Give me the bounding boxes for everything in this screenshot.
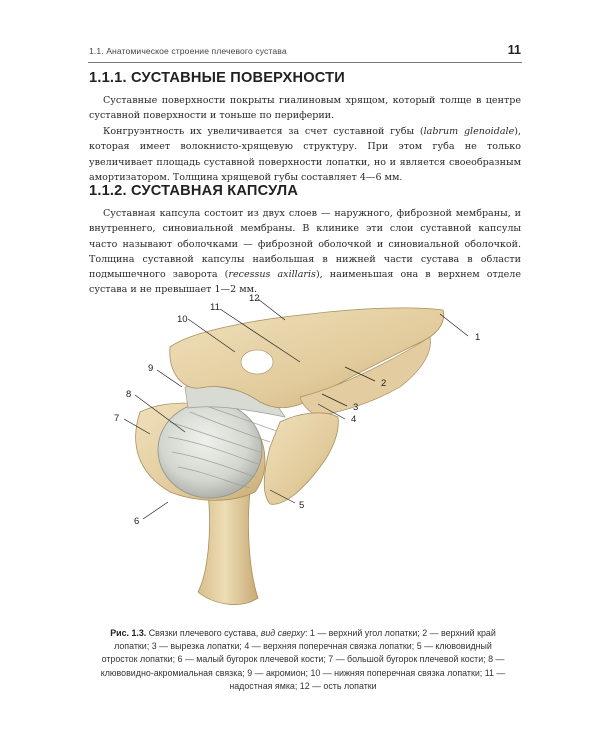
humerus-shaft xyxy=(198,492,258,605)
callout-10: 10 xyxy=(177,314,188,325)
callout-1: 1 xyxy=(475,332,481,343)
page-number: 11 xyxy=(507,43,521,57)
caption-body: : 1 — верхний угол лопатки; 2 — верхний край лопатки; 3 — вырезка лопатки; 4 — верхняя поперечная связка лопатки; 5 — клювовидный отросток лопатки; 6 — малый бугорок плечевой кости; 7 — большой бугорок плечевой кости; 8 — клювовидно-акромиальная связка; 9 — акромион; 10 — нижняя поперечная связка лопатки; 11 — надостная ямка; 12 — ость лопатки xyxy=(100,628,506,691)
callout-2: 2 xyxy=(381,378,387,389)
caption-label: Рис. 1.3. xyxy=(110,628,147,638)
running-head xyxy=(88,44,522,63)
callout-9: 9 xyxy=(148,363,154,374)
recessus-latin-term: recessus axillaris xyxy=(228,269,316,281)
callout-7: 7 xyxy=(114,413,120,424)
running-head-title: 1.1. Анатомическое строение плечевого сустава xyxy=(89,46,287,56)
paragraph-cartilage-text: Суставные поверхности покрыты гиалиновым хрящом, который толще в центре суставной поверхности и тоньше по периферии. xyxy=(89,95,521,122)
coracoid-process xyxy=(264,413,338,504)
callout-5: 5 xyxy=(299,500,305,511)
shoulder-ligaments-illustration xyxy=(100,292,500,617)
caption-view: вид сверху xyxy=(260,628,305,638)
callout-4: 4 xyxy=(351,414,357,425)
caption-title: Связки плечевого сустава, xyxy=(146,628,261,638)
section-heading-joint-capsule: 1.1.2. СУСТАВНАЯ КАПСУЛА xyxy=(89,183,299,199)
paragraph-labrum-text-a: Конгруэнтность их увеличивается за счет суставной губы ( xyxy=(103,126,424,137)
callout-11: 11 xyxy=(210,302,220,313)
paragraph-capsule xyxy=(89,206,521,298)
section-heading-articular-surfaces: 1.1.1. СУСТАВНЫЕ ПОВЕРХНОСТИ xyxy=(89,70,345,86)
figure-caption xyxy=(95,627,511,693)
labrum-latin-term: labrum glenoidale xyxy=(423,126,515,137)
callout-8: 8 xyxy=(126,389,132,400)
paragraph-capsule-text-a: Суставная капсула состоит из двух слоев — наружного, фиброзной мембраны, и внутреннего, синовиальной мембраны. В клинике эти слои суставной капсулы часто называют оболочками — фиброзной оболочкой и синовиальной оболочкой. Толщина суставной капсулы наибольшая в нижней части сустава в области подмышечного заворота ( xyxy=(89,208,521,281)
paragraph-labrum-text-b: ), которая имеет волокнисто-хрящевую структуру. При этом губа не только увеличивает площадь суставной поверхности лопатки, но и является своеобразным амортизатором. Толщина хрящевой губы составляет 4—6 мм. xyxy=(89,126,521,183)
callout-12: 12 xyxy=(249,293,260,304)
paragraph-cartilage xyxy=(89,93,521,124)
callout-6: 6 xyxy=(134,516,140,527)
paragraph-capsule-text-b: ), наименьшая она в верхнем отделе сустава и не превышает 1—2 мм. xyxy=(89,269,521,296)
callout-3: 3 xyxy=(353,402,359,413)
humeral-head-capsule xyxy=(158,402,262,498)
paragraph-labrum xyxy=(89,124,521,185)
scapular-notch xyxy=(241,350,273,374)
